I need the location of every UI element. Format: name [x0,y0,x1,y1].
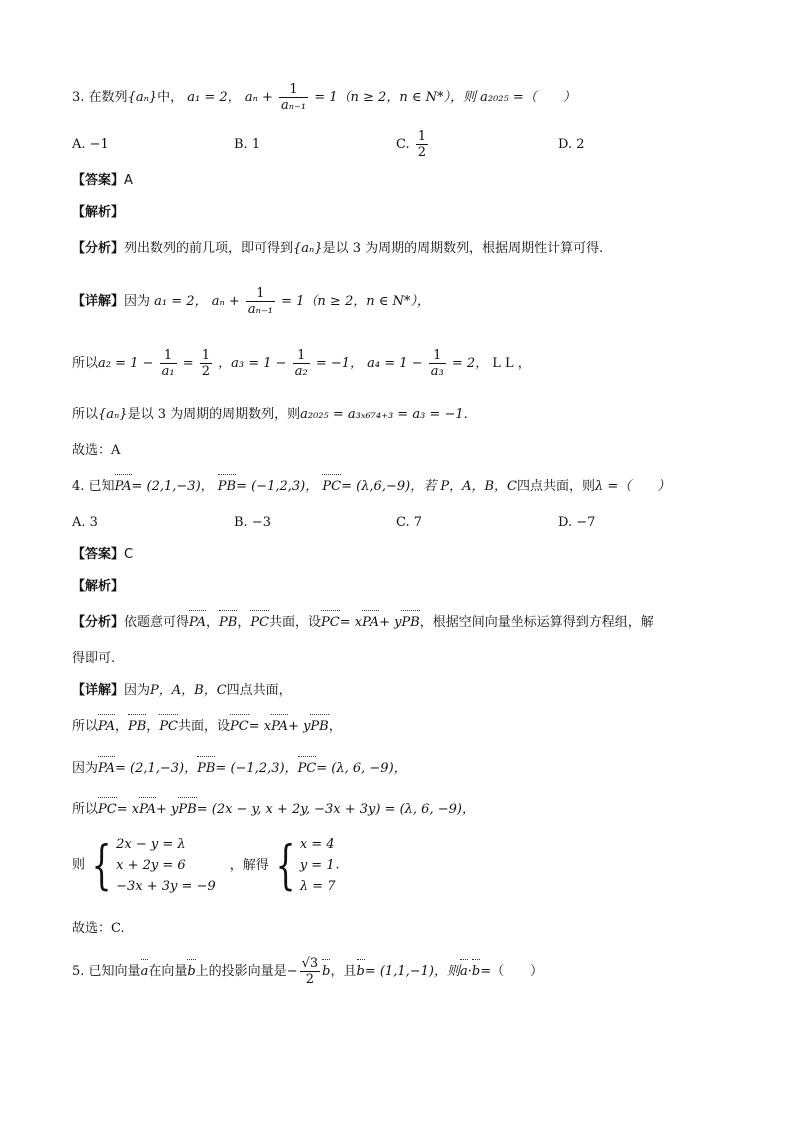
q4-system: 则 { 2x − y = λ x + 2y = 6 −3x + 3y = −9 ，解得 { x = 4 y = 1 λ = 7 . [72,835,340,896]
q3-conclusion: 所以{aₙ}是以 3 为周期的周期数列，则a₂₀₂₅ = a₃ₓ₆₇₄₊₃ = a₃ = −1. [72,407,468,422]
q4-fenxi-cont: 得即可. [72,651,116,666]
q4-given: 因为PA= (2,1,−3)，PB= (−1,2,3)，PC= (λ, 6, −9)， [72,761,407,776]
q3-number: 3. [72,90,85,105]
q4-expand: 所以PC= xPA+ yPB= (2x − y, x + 2y, −3x + 3y) = (λ, 6, −9)， [72,802,475,817]
q3-answer: 【答案】A [72,173,133,188]
q4-option-a: A. 3 [72,515,98,530]
q4-coplanar: 所以PA，PB，PC共面，设PC= xPA+ yPB， [72,719,342,734]
q3-a1: a₁ = 2， [187,90,241,105]
q3-seq: {aₙ} [127,90,158,105]
q3-rec-fraction: $\frac{1}{\text{aₙ₋₁}}$ [281,82,307,113]
q3-terms: 所以a₂ = 1 − $\frac{1}{\text{a₁}}$ = $\frac{1}{2}$ ，a₃ = 1 − $\frac{1}{\text{a₂}}$ = −1， a₄ = 1 − $\frac{1}{\text{a₃}}$ = 2， L L ， [72,348,531,379]
q3-rec-rhs: = 1（n ≥ 2，n ∈ N*），则 [314,90,476,105]
q4-option-c: C. 7 [396,515,423,530]
q4-choose: 故选：C. [72,921,125,936]
q5-stem: 5. 已知向量a在向量b上的投影向量是− $\frac{√3}{2}$ b，且b= (1,1,−1)，则a·b=（ ） [72,956,544,987]
q3-mid: 中， [157,90,184,105]
q4-solution: x = 4 y = 1 λ = 7 [299,837,336,894]
q4-equations: 2x − y = λ x + 2y = 6 −3x + 3y = −9 [116,837,216,894]
q3-analysis-tag: 【解析】 [72,205,125,220]
q3-choose: 故选：A [72,443,121,458]
q3-option-d: D. 2 [558,137,585,152]
q3-stem [72,82,576,113]
q4-detail: 【详解】因为P，A，B，C四点共面， [72,683,292,698]
q3-option-a: A. −1 [72,137,109,152]
q3-target: a₂₀₂₅ =（ ） [480,90,576,105]
q4-answer: 【答案】C [72,547,134,562]
q4-fenxi: 【分析】依题意可得PA，PB，PC共面，设PC= xPA+ yPB，根据空间向量坐标运算得到方程组，解 [72,615,654,630]
q3-intro: 在数列 [88,90,128,105]
q3-rec-lhs: aₙ + [244,90,273,105]
q3-fenxi: 【分析】列出数列的前几项，即可得到{aₙ}是以 3 为周期的周期数列，根据周期性计算可得. [72,241,604,256]
q4-stem: 4. 已知PA= (2,1,−3)， PB= (−1,2,3)， PC= (λ,6,−9)，若 P，A，B，C四点共面，则λ =（ ） [72,479,671,494]
q4-option-b: B. −3 [234,515,271,530]
q3-option-c: C. $\frac{1}{2}$ [396,129,427,160]
q3-option-b: B. 1 [234,137,261,152]
q3-detail: 【详解】因为 a₁ = 2， aₙ + $\frac{1}{\text{aₙ₋₁}}$ = 1（n ≥ 2，n ∈ N*）， [72,286,430,317]
q4-option-d: D. −7 [558,515,596,530]
q4-analysis-tag: 【解析】 [72,579,125,594]
